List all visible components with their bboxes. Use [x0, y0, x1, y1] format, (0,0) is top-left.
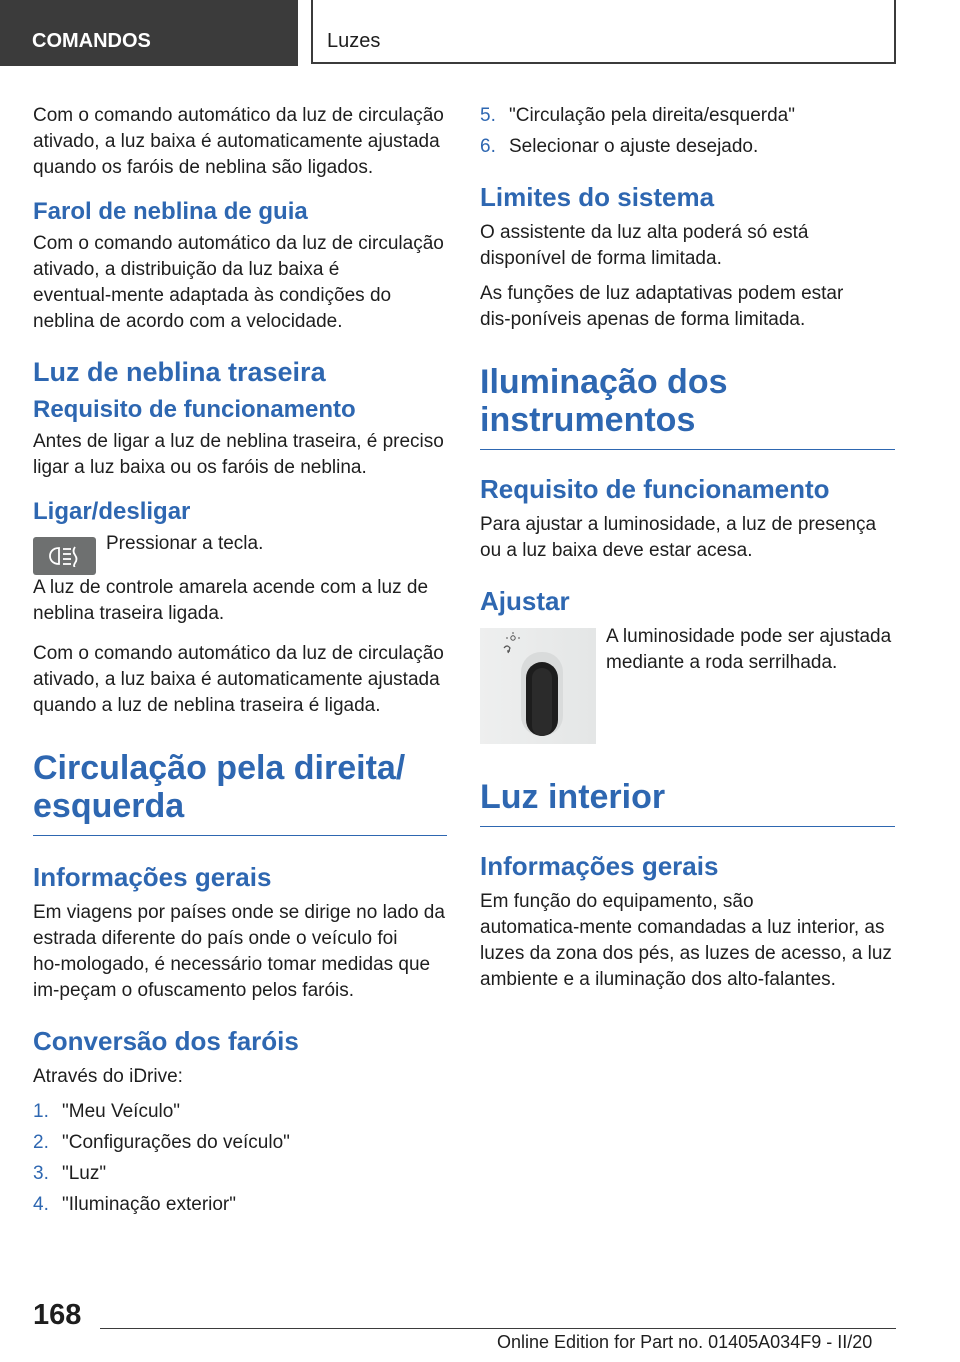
paragraph: Pressionar a tecla. — [106, 533, 264, 554]
paragraph: O assistente da luz alta poderá só está disponível de forma limitada. — [480, 222, 809, 269]
footer-divider — [100, 1328, 896, 1329]
list-item: 1. "Meu Veículo" — [33, 1101, 181, 1122]
list-item: 6. Selecionar o ajuste desejado. — [480, 136, 759, 157]
list-item: 4. "Iluminação exterior" — [33, 1194, 237, 1215]
heading-informacoes-gerais: Informações gerais — [480, 851, 719, 881]
rear-fog-light-icon — [33, 537, 96, 575]
paragraph: Em viagens por países onde se dirige no lado da estrada diferente do país onde o veículo foi ho‑mologado, é necessário tomar medidas que im‑peçam o ofuscamento pelos faróis. — [33, 902, 445, 1001]
paragraph: Em função do equipamento, são automatica‑mente comandadas a luz interior, as luzes da zona dos pés, as luzes de acesso, a luz ambiente e a iluminação dos alto‑falantes. — [480, 891, 892, 990]
paragraph: Antes de ligar a luz de neblina traseira, é preciso ligar a luz baixa ou os faróis de neblina. — [33, 431, 444, 478]
heading-luz-interior: Luz interior — [480, 778, 895, 827]
heading-luz-neblina-traseira: Luz de neblina traseira — [33, 357, 326, 387]
heading-requisito: Requisito de funcionamento — [33, 396, 356, 423]
heading-iluminacao-instrumentos: Iluminação dos instrumentos — [480, 363, 895, 450]
section-tab: COMANDOS — [0, 0, 298, 66]
heading-ligar-desligar: Ligar/desligar — [33, 498, 191, 525]
list-item: 3. "Luz" — [33, 1163, 107, 1184]
paragraph: A luz de controle amarela acende com a luz de neblina traseira ligada. — [33, 577, 429, 624]
left-column — [33, 103, 447, 1223]
paragraph: As funções de luz adaptativas podem estar dis‑poníveis apenas de forma limitada. — [480, 283, 844, 330]
paragraph: Com o comando automático da luz de circulação ativado, a distribuição da luz baixa é eventual‑mente adaptada às condições do neblina de acordo com a velocidade. — [33, 233, 444, 332]
heading-informacoes-gerais: Informações gerais — [33, 862, 272, 892]
heading-requisito: Requisito de funcionamento — [480, 474, 830, 504]
heading-ajustar: Ajustar — [480, 586, 570, 616]
heading-circulacao: Circulação pela direita/ esquerda — [33, 749, 447, 836]
footer-edition: Online Edition for Part no. 01405A034F9 - II/20 — [497, 1332, 873, 1352]
paragraph: Para ajustar a luminosidade, a luz de presença ou a luz baixa deve estar acesa. — [480, 514, 877, 561]
page-number: 168 — [33, 1299, 82, 1331]
paragraph: Com o comando automático da luz de circulação ativado, a luz baixa é automaticamente ajustada quando a luz de neblina traseira é ligada. — [33, 643, 444, 716]
dimmer-figure — [480, 624, 895, 744]
list-item: 2. "Configurações do veículo" — [33, 1132, 290, 1153]
heading-farol-guia: Farol de neblina de guia — [33, 198, 308, 225]
right-column — [480, 103, 895, 1002]
paragraph: Com o comando automático da luz de circulação ativado, a luz baixa é automaticamente ajustada quando os faróis de neblina são ligados. — [33, 105, 444, 178]
subsection-title: Luzes — [311, 0, 896, 64]
list-item: 5. "Circulação pela direita/esquerda" — [480, 105, 795, 126]
steps-list — [480, 103, 895, 160]
steps-list — [33, 1099, 447, 1218]
thumbwheel-dimmer-icon — [480, 628, 596, 744]
paragraph: Através do iDrive: — [33, 1066, 183, 1087]
paragraph: A luminosidade pode ser ajustada mediante a roda serrilhada. — [606, 626, 892, 673]
fog-key-figure — [33, 531, 447, 575]
heading-conversao: Conversão dos faróis — [33, 1026, 299, 1056]
heading-limites: Limites do sistema — [480, 182, 715, 212]
